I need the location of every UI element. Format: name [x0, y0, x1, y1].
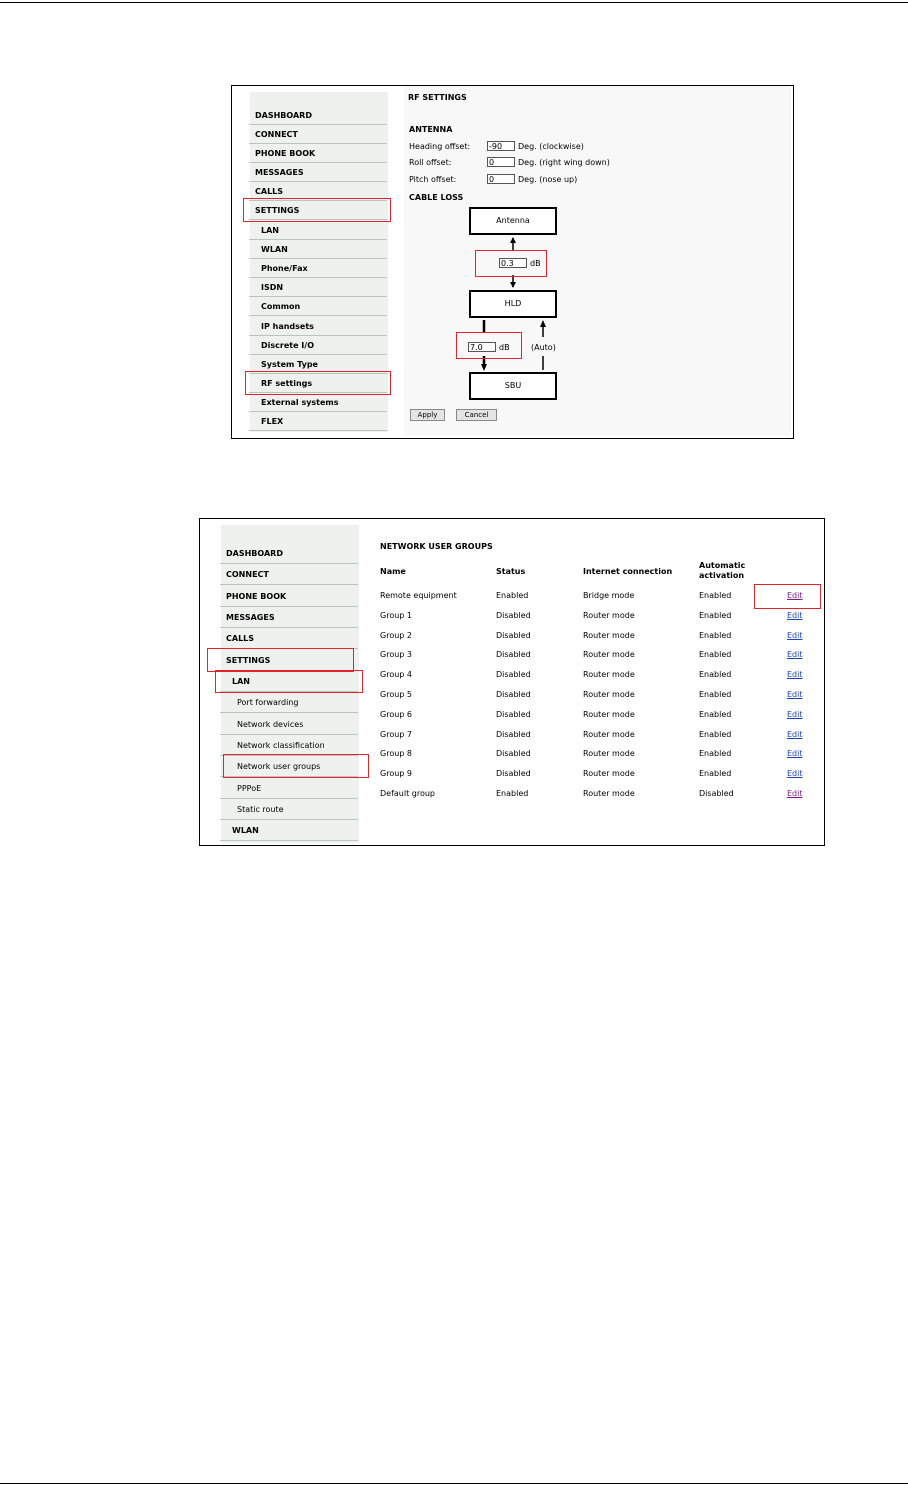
col-header-auto-2: activation [699, 571, 745, 580]
cell-status: Enabled [496, 789, 529, 798]
cell-status: Disabled [496, 709, 531, 719]
edit-link[interactable]: Edit [787, 670, 803, 680]
rf-nav-phone-fax[interactable]: Phone/Fax [249, 260, 387, 278]
rf-nav-phone-book[interactable]: PHONE BOOK [249, 145, 387, 163]
nug-nav-network-devices[interactable]: Network devices [220, 714, 358, 735]
nug-nav-phone-book[interactable]: PHONE BOOK [220, 586, 358, 607]
rf-highlight-settings [243, 198, 391, 222]
cell-auto: Enabled [699, 749, 732, 759]
cell-internet: Router mode [583, 670, 635, 680]
cell-internet: Router mode [583, 769, 635, 779]
col-header-name: Name [380, 567, 406, 576]
loss2-highlight [456, 332, 522, 359]
heading-offset-label: Heading offset: [409, 142, 471, 151]
bottom-rule [0, 1483, 908, 1484]
cell-name: Group 6 [380, 709, 412, 719]
rf-nav-common[interactable]: Common [249, 298, 387, 316]
cell-status: Disabled [496, 630, 531, 640]
nug-highlight-lan [215, 670, 363, 693]
cell-auto: Disabled [699, 789, 734, 798]
cable-loss-hld-input[interactable]: 7.0 [468, 342, 496, 352]
cell-internet: Router mode [583, 610, 635, 620]
cell-name: Group 5 [380, 690, 412, 699]
cell-internet: Router mode [583, 749, 635, 759]
sbu-box: SBU [469, 372, 557, 400]
cable-loss-antenna-unit: dB [530, 259, 541, 268]
rf-nav-discrete-io[interactable]: Discrete I/O [249, 337, 387, 355]
cell-status: Disabled [496, 670, 531, 680]
loss1-highlight [475, 250, 547, 277]
cancel-button[interactable]: Cancel [456, 409, 497, 421]
rf-nav-rf-settings[interactable]: RF settings [249, 375, 387, 393]
cell-internet: Router mode [583, 650, 635, 660]
rf-nav-system-type[interactable]: System Type [249, 356, 387, 374]
cell-name: Group 7 [380, 729, 412, 739]
cable-loss-hld-unit: dB [499, 343, 510, 352]
cell-name: Group 2 [380, 630, 412, 640]
nug-nav-dashboard[interactable]: DASHBOARD [220, 543, 358, 564]
rf-nav-external-systems[interactable]: External systems [249, 394, 387, 412]
pitch-offset-input[interactable]: 0 [487, 174, 515, 184]
cell-status: Disabled [496, 610, 531, 620]
rf-nav-wlan[interactable]: WLAN [249, 241, 387, 259]
edit-link[interactable]: Edit [787, 729, 803, 739]
edit-link[interactable]: Edit [787, 591, 803, 600]
cell-auto: Enabled [699, 591, 732, 600]
cell-internet: Router mode [583, 690, 635, 699]
cell-name: Group 9 [380, 769, 412, 779]
cell-status: Disabled [496, 729, 531, 739]
cell-name: Group 1 [380, 610, 412, 620]
rf-nav-flex[interactable]: FLEX [249, 413, 387, 431]
edit-link[interactable]: Edit [787, 610, 803, 620]
nug-nav-port-forwarding[interactable]: Port forwarding [220, 692, 358, 713]
rf-nav-connect[interactable]: CONNECT [249, 126, 387, 144]
cell-name: Default group [380, 789, 436, 798]
pitch-offset-label: Pitch offset: [409, 175, 457, 184]
rf-nav-lan[interactable]: LAN [249, 222, 387, 240]
col-header-internet: Internet connection [583, 567, 673, 576]
cell-internet: Router mode [583, 789, 635, 798]
rf-highlight-rf-settings [245, 371, 391, 395]
antenna-heading: ANTENNA [409, 125, 453, 134]
nug-nav-calls[interactable]: CALLS [220, 628, 358, 649]
edit-link[interactable]: Edit [787, 690, 803, 699]
col-header-auto-1: Automatic [699, 561, 746, 570]
cable-loss-heading: CABLE LOSS [409, 193, 464, 202]
heading-offset-input[interactable]: -90 [487, 141, 515, 151]
cell-auto: Enabled [699, 610, 732, 620]
cell-auto: Enabled [699, 670, 732, 680]
edit-link[interactable]: Edit [787, 650, 803, 660]
rf-nav-settings[interactable]: SETTINGS [249, 202, 387, 220]
top-rule [0, 2, 908, 3]
apply-button[interactable]: Apply [410, 409, 445, 421]
cell-status: Disabled [496, 749, 531, 759]
cell-status: Disabled [496, 690, 531, 699]
nug-nav-connect[interactable]: CONNECT [220, 564, 358, 585]
antenna-box: Antenna [469, 207, 557, 235]
cell-auto: Enabled [699, 630, 732, 640]
nug-nav-wlan[interactable]: WLAN [220, 820, 358, 841]
nug-nav-pppoe[interactable]: PPPoE [220, 778, 358, 799]
rf-nav-isdn[interactable]: ISDN [249, 279, 387, 297]
cell-name: Group 8 [380, 749, 412, 759]
cell-auto: Enabled [699, 690, 732, 699]
rf-nav-dashboard[interactable]: DASHBOARD [249, 107, 387, 125]
edit-highlight [754, 584, 821, 609]
hld-box: HLD [469, 290, 557, 318]
cell-auto: Enabled [699, 729, 732, 739]
cell-auto: Enabled [699, 650, 732, 660]
nug-highlight-network-user-groups [223, 754, 369, 778]
cell-internet: Router mode [583, 709, 635, 719]
cell-status: Enabled [496, 591, 529, 600]
edit-link[interactable]: Edit [787, 789, 803, 798]
cell-internet: Router mode [583, 729, 635, 739]
cell-name: Group 4 [380, 670, 412, 680]
rf-nav-ip-handsets[interactable]: IP handsets [249, 318, 387, 336]
rf-nav-calls[interactable]: CALLS [249, 183, 387, 201]
cell-status: Disabled [496, 769, 531, 779]
rf-nav-messages[interactable]: MESSAGES [249, 164, 387, 182]
cell-auto: Enabled [699, 769, 732, 779]
nug-nav-messages[interactable]: MESSAGES [220, 607, 358, 628]
nug-nav-settings[interactable]: SETTINGS [220, 650, 358, 671]
edit-link[interactable]: Edit [787, 630, 803, 640]
cell-name: Remote equipment [380, 591, 457, 600]
nug-nav-lan[interactable]: LAN [220, 671, 358, 692]
cell-status: Disabled [496, 650, 531, 660]
cell-internet: Bridge mode [583, 591, 635, 600]
rf-content [404, 86, 791, 436]
edit-link[interactable]: Edit [787, 709, 803, 719]
roll-offset-input[interactable]: 0 [487, 157, 515, 167]
pitch-offset-unit: Deg. (nose up) [518, 175, 578, 184]
cell-internet: Router mode [583, 630, 635, 640]
nug-nav-network-classification[interactable]: Network classification [220, 735, 358, 756]
edit-link[interactable]: Edit [787, 769, 803, 779]
edit-link[interactable]: Edit [787, 749, 803, 759]
col-header-status: Status [496, 567, 526, 576]
auto-label: (Auto) [531, 343, 556, 352]
roll-offset-unit: Deg. (right wing down) [518, 158, 610, 167]
cell-name: Group 3 [380, 650, 412, 660]
roll-offset-label: Roll offset: [409, 158, 452, 167]
nug-nav-network-user-groups[interactable]: Network user groups [220, 756, 358, 777]
rf-page-title: RF SETTINGS [408, 93, 467, 102]
nug-nav-static-route[interactable]: Static route [220, 799, 358, 820]
nug-page-title: NETWORK USER GROUPS [380, 542, 493, 551]
cell-auto: Enabled [699, 709, 732, 719]
heading-offset-unit: Deg. (clockwise) [518, 142, 584, 151]
nug-highlight-settings [207, 648, 354, 672]
cable-loss-antenna-input[interactable]: 0.3 [499, 258, 527, 268]
